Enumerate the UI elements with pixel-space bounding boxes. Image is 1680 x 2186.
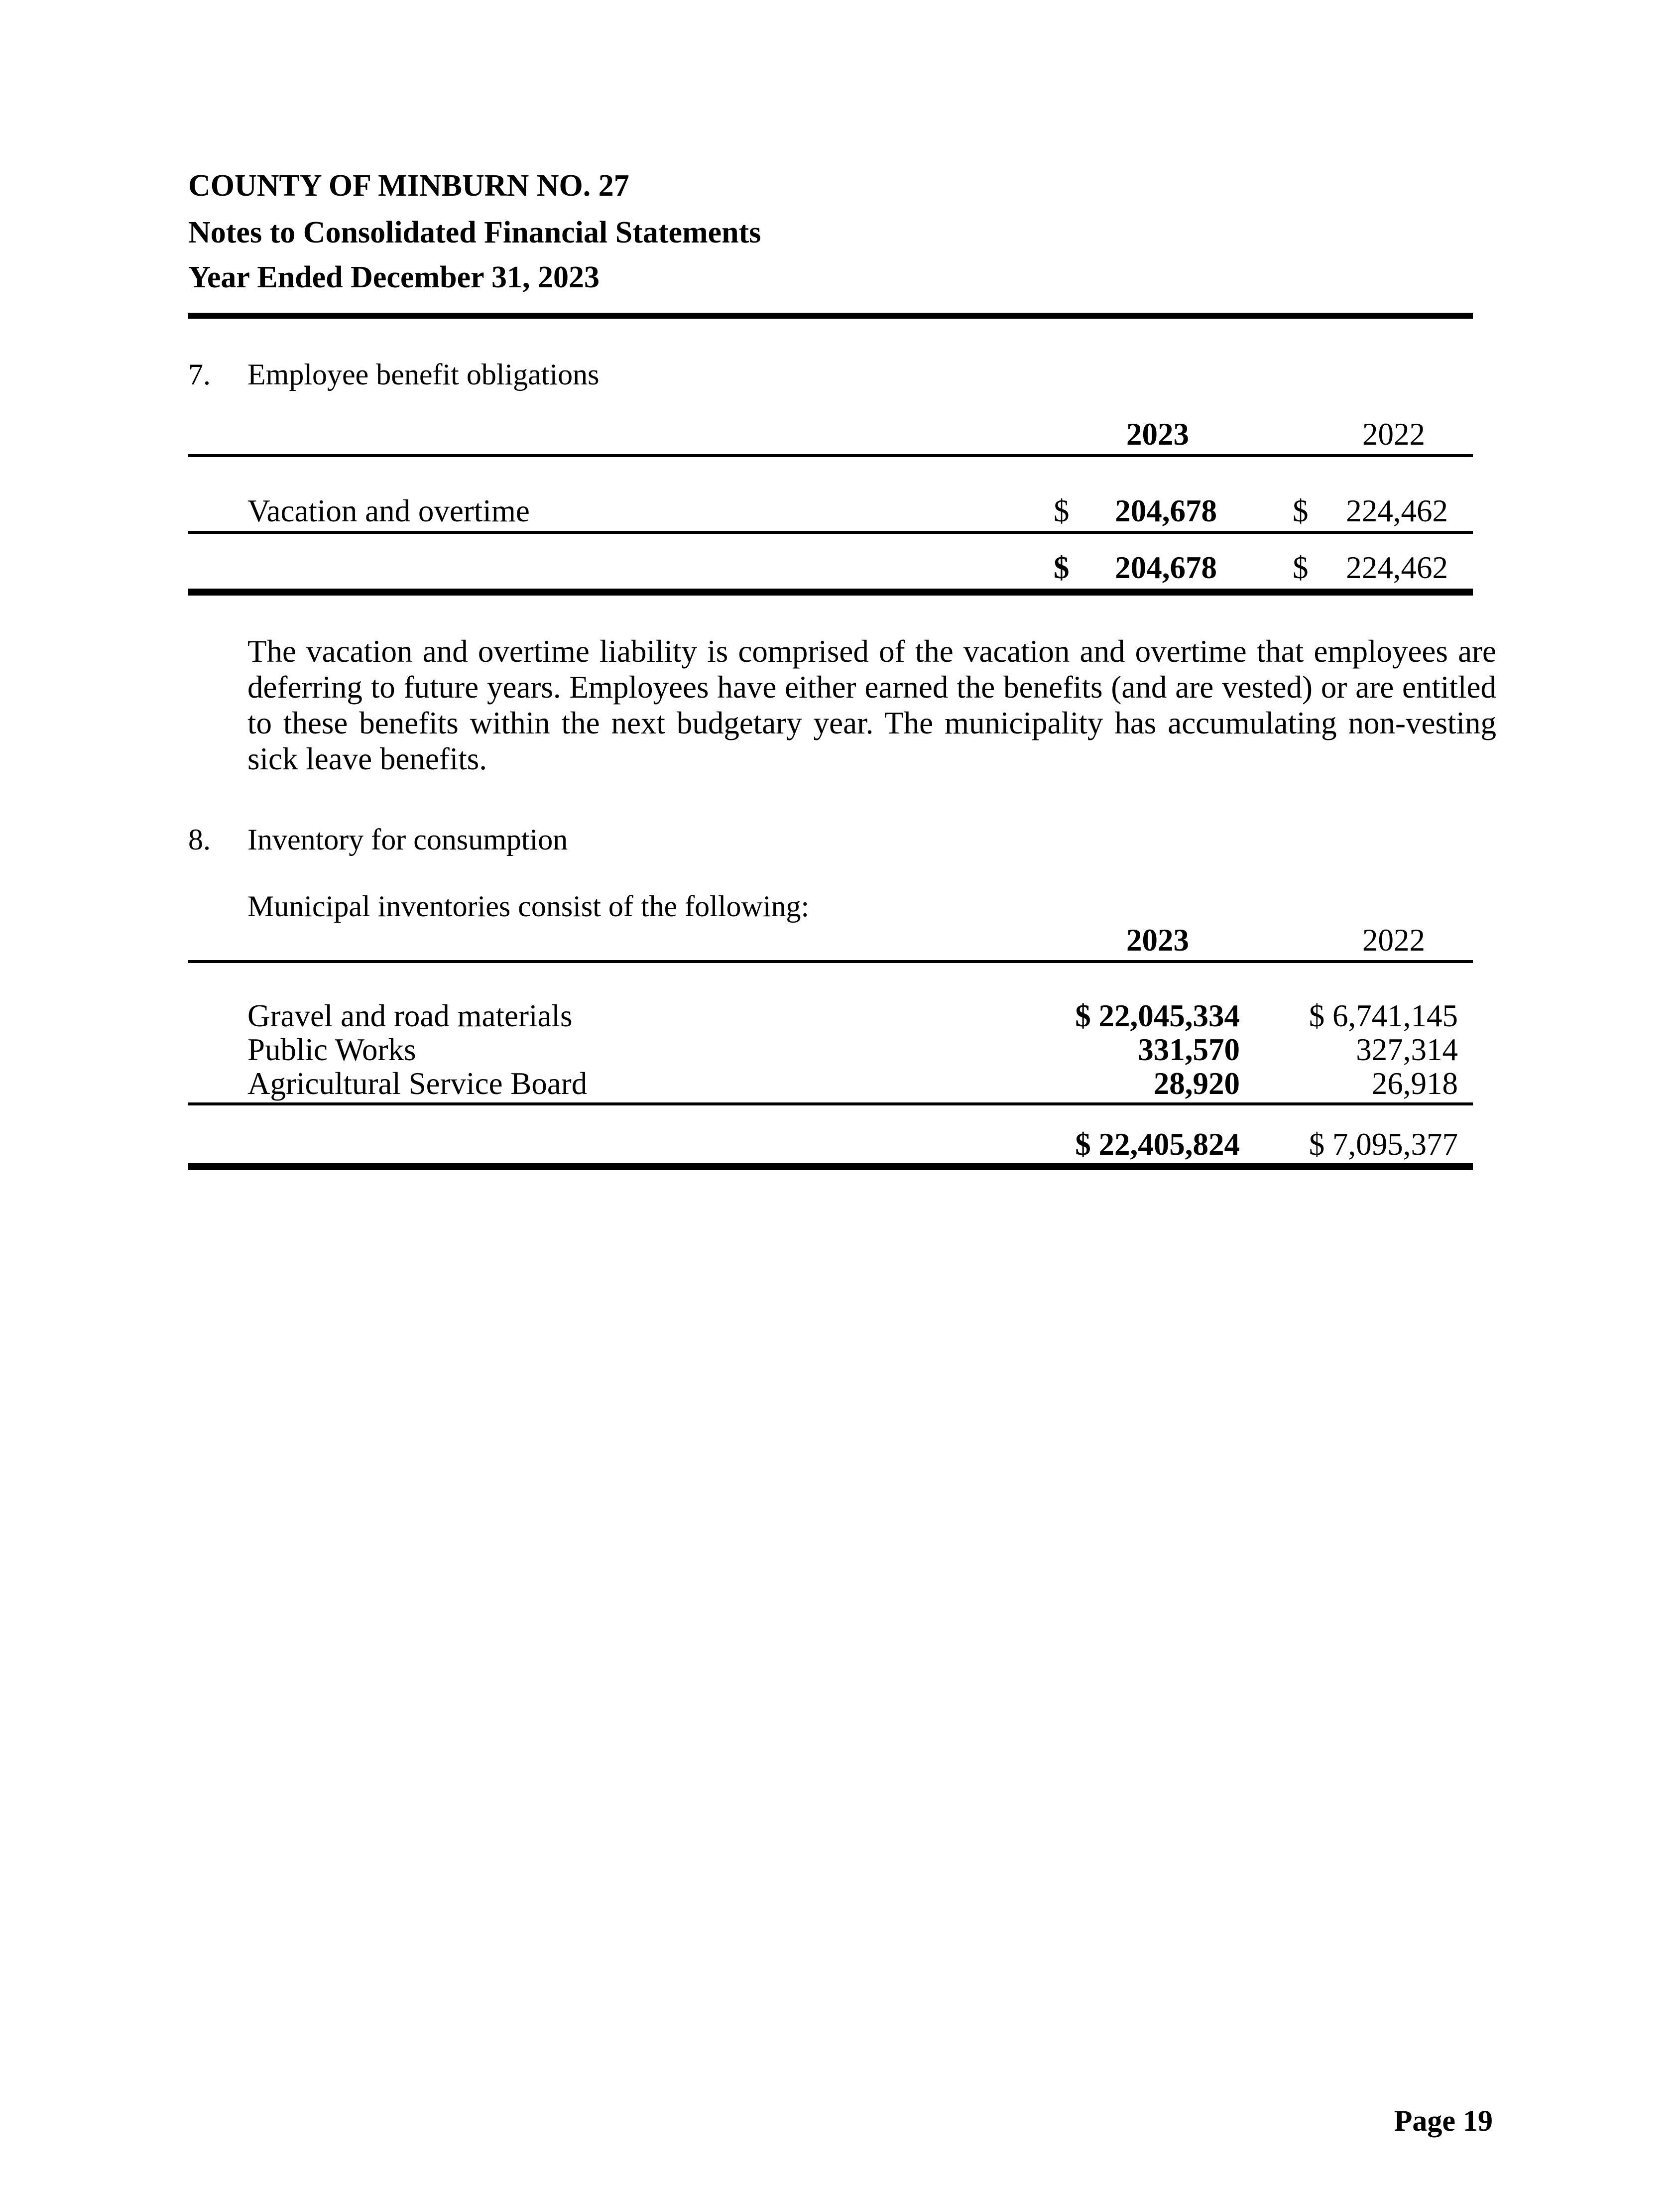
note7-total-sym-2023: $: [1054, 550, 1070, 585]
note8-title: Inventory for consumption: [247, 823, 568, 856]
note7-total-sym-2022: $: [1293, 550, 1309, 585]
note8-total-val-2022: $ 7,095,377: [1309, 1127, 1458, 1162]
note8-total-val-2023: $ 22,405,824: [1075, 1127, 1240, 1162]
note7-row-sym-2023: $: [1054, 493, 1070, 528]
page-number: Page 19: [1394, 2104, 1493, 2137]
note8-row-label: Gravel and road materials: [247, 998, 573, 1033]
note8-row-val-2022: 327,314: [1356, 1032, 1458, 1067]
note8-subtotal-rule: [188, 1102, 1473, 1105]
note8-intro: Municipal inventories consist of the following:: [247, 890, 810, 923]
note8-row-val-2022: 26,918: [1371, 1066, 1458, 1101]
note7-number: 7.: [188, 358, 211, 391]
note8-header-rule: [188, 960, 1473, 963]
document-period: Year Ended December 31, 2023: [188, 260, 600, 294]
note8-row-label: Public Works: [247, 1032, 416, 1067]
header-rule: [188, 313, 1473, 319]
note8-total-rule: [188, 1163, 1473, 1170]
note8-row-val-2023: 331,570: [1138, 1032, 1240, 1067]
note8-col-2023: 2023: [1126, 923, 1189, 958]
note7-subtotal-rule: [188, 531, 1473, 534]
note8-number: 8.: [188, 823, 211, 856]
note7-total-val-2022: 224,462: [1346, 550, 1448, 585]
document-title: COUNTY OF MINBURN NO. 27: [188, 169, 629, 203]
note7-row-label: Vacation and overtime: [247, 493, 530, 528]
document-subtitle: Notes to Consolidated Financial Statements: [188, 216, 761, 249]
note7-title: Employee benefit obligations: [247, 358, 600, 391]
note7-row-val-2023: 204,678: [1115, 493, 1217, 528]
note8-row-val-2023: 28,920: [1153, 1066, 1240, 1101]
note7-total-val-2023: 204,678: [1115, 550, 1217, 585]
note8-row-val-2023: $ 22,045,334: [1075, 998, 1240, 1033]
note7-col-2023: 2023: [1126, 417, 1189, 452]
note7-total-rule: [188, 589, 1473, 596]
note7-row-val-2022: 224,462: [1346, 493, 1448, 528]
note7-row-sym-2022: $: [1293, 493, 1309, 528]
note8-col-2022: 2022: [1362, 923, 1425, 958]
note8-row-label: Agricultural Service Board: [247, 1066, 588, 1101]
note8-row-val-2022: $ 6,741,145: [1309, 998, 1458, 1033]
note7-col-2022: 2022: [1362, 417, 1425, 452]
note7-header-rule: [188, 454, 1473, 457]
note7-paragraph: The vacation and overtime liability is comprised of the vacation and overtime that employees are deferring to future years. Employees have either earned the benefits (and are vested) or are entitled to these benefits within the next budgetary year. The municipality has accumulating non-vesting sick leave benefits.: [247, 634, 1496, 776]
